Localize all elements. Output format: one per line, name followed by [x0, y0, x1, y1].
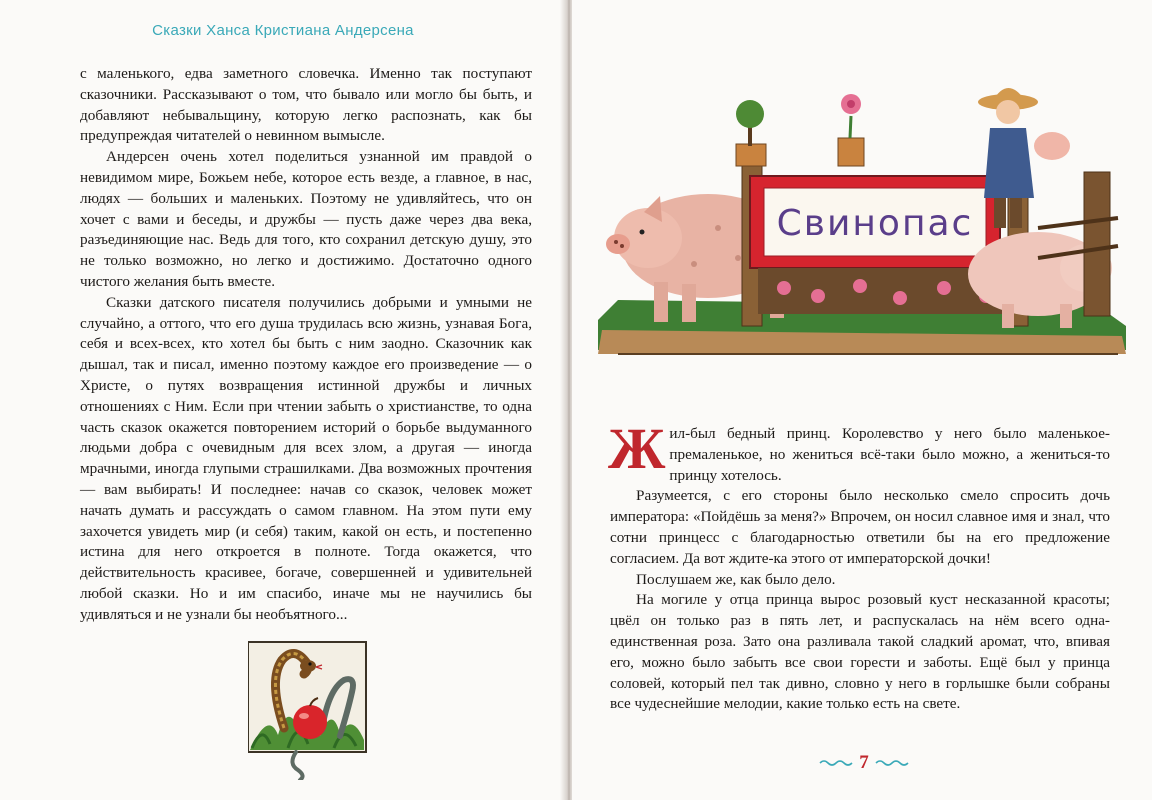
drop-cap: Ж: [608, 416, 666, 481]
right-text-block: [608, 416, 1110, 715]
swineherd-illustration: [598, 68, 1128, 368]
left-text-block: [80, 64, 532, 626]
right-paragraph-1: [608, 416, 1110, 486]
left-paragraph-1: с маленького, едва заметного словечка. Именно так поступают сказочники. Рассказывают о том, что бывало или могло бы быть, и добавляют небывальщину, которую легко распознать, как бы предупреждая читателей о невинном вымысле.: [80, 65, 532, 145]
right-paragraph-1-text: ил-был бедный принц. Королевство у него было маленькое-премаленькое, но жениться всё-таки было можно, а жениться-то принцу хотелось.: [669, 425, 1110, 484]
rose-pot-icon: [838, 94, 864, 166]
sign-title: Свинопас: [776, 203, 974, 244]
left-paragraph-2: Андерсен очень хотел поделиться узнанной им правдой о невидимом мире, Божьем небе, которое есть везде, а главное, в нас, людях — больших и маленьких. Поэтому не удивляйтесь, что он хочет с вами и беседы, и дружбы — пусть даже через два века, разъединяющие нас. Ведь для того, кто сохранил детскую душу, это не только возможно, но легко и достижимо. Достаточно одного чистого желания быть вместе.: [80, 148, 532, 290]
left-paragraph-3: Сказки датского писателя получились добрыми и умными не случайно, а оттого, что его душа трудилась всю жизнь, узнавая Бога, себя и всех-всех, кто хотел бы быть с ним заодно. Сказочник как дышал, так и писал, именно поэтому каждое его произведение — о Христе, о путях возвращения истинной дружбы и личных отношениях с Ним. Если при чтении забыть о христианстве, то одна часть сказок окажется повторением историй о борьбе выдуманного людьми добра с очевидным для всех злом, а другая — иногда мрачными, иногда глупыми страшилками. Два возможных прочтения — вам выбирать! И последнее: начав со сказок, человек может начать думать и рассуждать о самом главном. На этом пути ему захочется увидеть мир (и себя) таким, какой он есть, и постепенно истина для него откроется в полноте. Тогда окажется, что действительность красивее, богаче, совершенней и удивительней любой сказки. Но и им спасибо, иначе мы не научились бы удивляться и не узнали бы необъятного...: [80, 293, 532, 623]
piglet-icon: [1034, 132, 1070, 160]
wave-ornament-left-icon: [819, 758, 853, 768]
right-paragraph-2: Разумеется, с его стороны было несколько смело спросить дочь императора: «Пойдёшь за меня?» Впрочем, он носил славное имя и знал, что сотни принцесс с благодарностью ответили бы на его предложение согласием. Да вот ждите-ка этого от императорской дочки!: [610, 487, 1110, 567]
page-number: 7: [859, 752, 869, 773]
right-page: [572, 0, 1152, 800]
page-number-folio: [804, 748, 924, 778]
right-paragraph-3: Послушаем же, как было дело.: [636, 570, 836, 588]
left-page: [0, 0, 566, 800]
topiary-icon: [736, 100, 766, 166]
wave-ornament-right-icon: [875, 758, 909, 768]
running-head: Сказки Ханса Кристиана Андерсена: [152, 22, 414, 39]
snake-apple-vignette: [248, 640, 368, 780]
apple-icon: [293, 705, 327, 739]
right-paragraph-4: На могиле у отца принца вырос розовый куст несказанной красоты; цвёл он только раз в пять лет, и распускалась на нём всего одна-единственная роза. Зато она разливала такой сладкий аромат, что, впивая его, можно было забыть все свои горести и заботы. Ещё был у принца соловей, который пел так дивно, словно у него в горлышке были собраны все чудеснейшие мелодии, какие только есть на свете.: [610, 591, 1110, 713]
